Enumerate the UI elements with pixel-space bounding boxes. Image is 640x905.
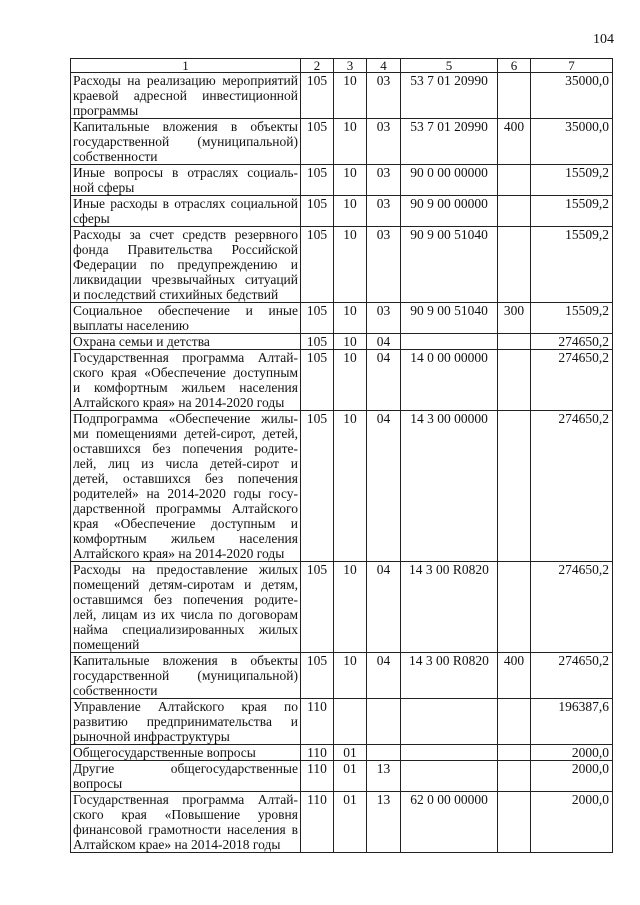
- item-name-line: фонда Правительства Российской: [73, 242, 298, 257]
- item-name-line: помещений: [73, 637, 140, 652]
- admin-code-cell: 105: [301, 350, 334, 411]
- expense-type-code-cell: [498, 562, 531, 653]
- item-name-line: собственности: [73, 149, 158, 164]
- item-name-line: рыночной инфраструктуры: [73, 729, 230, 744]
- item-name-line: детей, оставшихся без попечения: [73, 471, 298, 486]
- target-article-code-cell: 53 7 01 20990: [401, 119, 498, 165]
- amount-cell: 2000,0: [531, 792, 613, 853]
- amount-cell: 2000,0: [531, 761, 613, 792]
- item-name-line: дарственной программы Алтайского: [73, 501, 298, 516]
- item-name-line: ского края «Повышение уровня: [73, 807, 298, 822]
- amount-cell: 274650,2: [531, 562, 613, 653]
- target-article-code-cell: 14 3 00 R0820: [401, 562, 498, 653]
- admin-code-cell: 110: [301, 699, 334, 745]
- target-article-code-cell: [401, 745, 498, 761]
- subsection-code-cell: 03: [367, 119, 401, 165]
- admin-code-cell: 105: [301, 303, 334, 334]
- target-article-code-cell: 62 0 00 00000: [401, 792, 498, 853]
- admin-code-cell: 105: [301, 196, 334, 227]
- item-name-cell: [71, 411, 301, 562]
- item-name-line: оставшихся без попечения родите-: [73, 441, 298, 456]
- subsection-code-cell: [367, 699, 401, 745]
- target-article-code-cell: 14 3 00 R0820: [401, 653, 498, 699]
- section-code-cell: 10: [334, 334, 367, 350]
- section-code-cell: 10: [334, 350, 367, 411]
- table-row: [71, 227, 613, 303]
- item-name-line: ной сферы: [73, 180, 135, 195]
- subsection-code-cell: 03: [367, 303, 401, 334]
- table-row: [71, 165, 613, 196]
- admin-code-cell: 105: [301, 411, 334, 562]
- subsection-code-cell: 04: [367, 334, 401, 350]
- table-row: [71, 562, 613, 653]
- subsection-code-cell: 13: [367, 761, 401, 792]
- item-name-line: Капитальные вложения в объекты: [73, 119, 298, 134]
- table-row: [71, 73, 613, 119]
- item-name-line: Управление Алтайского края по: [73, 699, 298, 714]
- item-name-line: и последствий стихийных бедствий: [73, 287, 279, 302]
- subsection-code-cell: 04: [367, 653, 401, 699]
- section-code-cell: 10: [334, 653, 367, 699]
- section-code-cell: 10: [334, 165, 367, 196]
- item-name-line: Расходы на предоставление жилых: [73, 562, 298, 577]
- expense-type-code-cell: [498, 350, 531, 411]
- item-name-line: края «Обеспечение доступным и: [73, 516, 298, 531]
- column-number-header: 1: [71, 59, 301, 73]
- target-article-code-cell: 14 0 00 00000: [401, 350, 498, 411]
- admin-code-cell: 105: [301, 334, 334, 350]
- admin-code-cell: 110: [301, 792, 334, 853]
- target-article-code-cell: 90 9 00 51040: [401, 303, 498, 334]
- item-name-line: собственности: [73, 683, 158, 698]
- item-name-cell: [71, 334, 301, 350]
- column-number-header: 7: [531, 59, 613, 73]
- admin-code-cell: 105: [301, 73, 334, 119]
- item-name-line: выплаты населению: [73, 318, 190, 333]
- subsection-code-cell: [367, 745, 401, 761]
- column-number-header: 3: [334, 59, 367, 73]
- subsection-code-cell: 04: [367, 562, 401, 653]
- item-name-line: государственной (муниципальной): [73, 668, 298, 683]
- section-code-cell: 10: [334, 562, 367, 653]
- expense-type-code-cell: [498, 196, 531, 227]
- subsection-code-cell: 03: [367, 73, 401, 119]
- item-name-line: Расходы на реализацию мероприятий: [73, 73, 298, 88]
- item-name-line: государственной (муниципальной): [73, 134, 298, 149]
- section-code-cell: 10: [334, 196, 367, 227]
- expense-type-code-cell: [498, 165, 531, 196]
- item-name-line: Иные вопросы в отраслях социаль-: [73, 165, 298, 180]
- item-name-line: ского края «Обеспечение доступным: [73, 365, 298, 380]
- item-name-line: ликвидации чрезвычайных ситуаций: [73, 272, 298, 287]
- amount-cell: 15509,2: [531, 165, 613, 196]
- page-number: 104: [593, 32, 614, 47]
- item-name-cell: [71, 562, 301, 653]
- table-row: [71, 334, 613, 350]
- table-body: [71, 73, 613, 853]
- item-name-line: краевой адресной инвестиционной: [73, 88, 298, 103]
- target-article-code-cell: 90 9 00 51040: [401, 227, 498, 303]
- subsection-code-cell: 03: [367, 165, 401, 196]
- target-article-code-cell: 90 9 00 00000: [401, 196, 498, 227]
- section-code-cell: 01: [334, 745, 367, 761]
- amount-cell: 15509,2: [531, 303, 613, 334]
- section-code-cell: 10: [334, 227, 367, 303]
- subsection-code-cell: 03: [367, 227, 401, 303]
- expense-type-code-cell: 400: [498, 653, 531, 699]
- admin-code-cell: 105: [301, 165, 334, 196]
- admin-code-cell: 110: [301, 745, 334, 761]
- target-article-code-cell: 14 3 00 00000: [401, 411, 498, 562]
- section-code-cell: [334, 699, 367, 745]
- target-article-code-cell: 90 0 00 00000: [401, 165, 498, 196]
- amount-cell: 35000,0: [531, 73, 613, 119]
- column-number-header: 6: [498, 59, 531, 73]
- table-row: [71, 119, 613, 165]
- admin-code-cell: 105: [301, 653, 334, 699]
- section-code-cell: 10: [334, 119, 367, 165]
- item-name-line: Государственная программа Алтай-: [73, 350, 298, 365]
- section-code-cell: 01: [334, 761, 367, 792]
- expense-type-code-cell: [498, 792, 531, 853]
- amount-cell: 196387,6: [531, 699, 613, 745]
- expense-type-code-cell: [498, 334, 531, 350]
- expense-type-code-cell: [498, 227, 531, 303]
- table-row: [71, 196, 613, 227]
- section-code-cell: 10: [334, 411, 367, 562]
- item-name-cell: [71, 653, 301, 699]
- amount-cell: 2000,0: [531, 745, 613, 761]
- column-number-header: 2: [301, 59, 334, 73]
- target-article-code-cell: [401, 761, 498, 792]
- subsection-code-cell: 04: [367, 350, 401, 411]
- table-row: [71, 761, 613, 792]
- subsection-code-cell: 03: [367, 196, 401, 227]
- item-name-line: вопросы: [73, 776, 123, 791]
- table-row: [71, 303, 613, 334]
- item-name-line: Алтайском крае» на 2014-2018 годы: [73, 837, 281, 852]
- table-row: [71, 699, 613, 745]
- expense-type-code-cell: [498, 761, 531, 792]
- item-name-cell: [71, 196, 301, 227]
- column-number-header: 4: [367, 59, 401, 73]
- item-name-cell: [71, 350, 301, 411]
- item-name-line: Федерации по предупреждению и: [73, 257, 298, 272]
- table-row: [71, 745, 613, 761]
- item-name-line: найма специализированных жилых: [73, 622, 298, 637]
- expense-type-code-cell: [498, 73, 531, 119]
- admin-code-cell: 105: [301, 562, 334, 653]
- expense-type-code-cell: [498, 745, 531, 761]
- item-name-line: Подпрограмма «Обеспечение жилы-: [73, 411, 298, 426]
- table-row: [71, 792, 613, 853]
- item-name-cell: [71, 119, 301, 165]
- table-row: [71, 411, 613, 562]
- item-name-line: Алтайского края» на 2014-2020 годы: [73, 546, 285, 561]
- amount-cell: 274650,2: [531, 653, 613, 699]
- expense-type-code-cell: 300: [498, 303, 531, 334]
- item-name-line: комфортным жильем населения: [73, 531, 298, 546]
- amount-cell: 15509,2: [531, 227, 613, 303]
- amount-cell: 274650,2: [531, 334, 613, 350]
- item-name-line: Охрана семьи и детства: [73, 334, 210, 349]
- subsection-code-cell: 04: [367, 411, 401, 562]
- item-name-line: Другие общегосударственные: [73, 761, 298, 776]
- item-name-line: Государственная программа Алтай-: [73, 792, 298, 807]
- item-name-cell: [71, 699, 301, 745]
- budget-table: [70, 58, 613, 853]
- item-name-line: помещений детям-сиротам и детям,: [73, 577, 298, 592]
- item-name-line: Социальное обеспечение и иные: [73, 303, 298, 318]
- target-article-code-cell: [401, 334, 498, 350]
- expense-type-code-cell: [498, 411, 531, 562]
- item-name-line: и комфортным жильем населения: [73, 380, 298, 395]
- item-name-cell: [71, 303, 301, 334]
- admin-code-cell: 105: [301, 119, 334, 165]
- amount-cell: 15509,2: [531, 196, 613, 227]
- target-article-code-cell: 53 7 01 20990: [401, 73, 498, 119]
- table-row: [71, 653, 613, 699]
- item-name-line: Алтайского края» на 2014-2020 годы: [73, 395, 285, 410]
- item-name-line: родителей» на 2014-2020 годы госу-: [73, 486, 298, 501]
- item-name-line: программы: [73, 103, 139, 118]
- item-name-cell: [71, 792, 301, 853]
- item-name-line: финансовой грамотности населения в: [73, 822, 298, 837]
- item-name-line: сферы: [73, 211, 110, 226]
- item-name-cell: [71, 73, 301, 119]
- target-article-code-cell: [401, 699, 498, 745]
- item-name-line: развитию предпринимательства и: [73, 714, 298, 729]
- expense-type-code-cell: [498, 699, 531, 745]
- expense-type-code-cell: 400: [498, 119, 531, 165]
- item-name-cell: [71, 165, 301, 196]
- admin-code-cell: 110: [301, 761, 334, 792]
- section-code-cell: 01: [334, 792, 367, 853]
- table-header-row: [71, 59, 613, 73]
- item-name-cell: [71, 761, 301, 792]
- section-code-cell: 10: [334, 73, 367, 119]
- item-name-line: Капитальные вложения в объекты: [73, 653, 298, 668]
- section-code-cell: 10: [334, 303, 367, 334]
- amount-cell: 274650,2: [531, 350, 613, 411]
- subsection-code-cell: 13: [367, 792, 401, 853]
- item-name-line: лей, лиц из числа детей-сирот и: [73, 456, 298, 471]
- column-number-header: 5: [401, 59, 498, 73]
- item-name-line: Общегосударственные вопросы: [73, 745, 256, 760]
- item-name-cell: [71, 745, 301, 761]
- amount-cell: 274650,2: [531, 411, 613, 562]
- item-name-line: лей, лицам из их числа по договорам: [73, 607, 298, 622]
- item-name-line: ми помещениями детей-сирот, детей,: [73, 426, 298, 441]
- item-name-line: Иные расходы в отраслях социальной: [73, 196, 298, 211]
- item-name-line: оставшимся без попечения родите-: [73, 592, 298, 607]
- item-name-line: Расходы за счет средств резервного: [73, 227, 298, 242]
- table-row: [71, 350, 613, 411]
- amount-cell: 35000,0: [531, 119, 613, 165]
- item-name-cell: [71, 227, 301, 303]
- admin-code-cell: 105: [301, 227, 334, 303]
